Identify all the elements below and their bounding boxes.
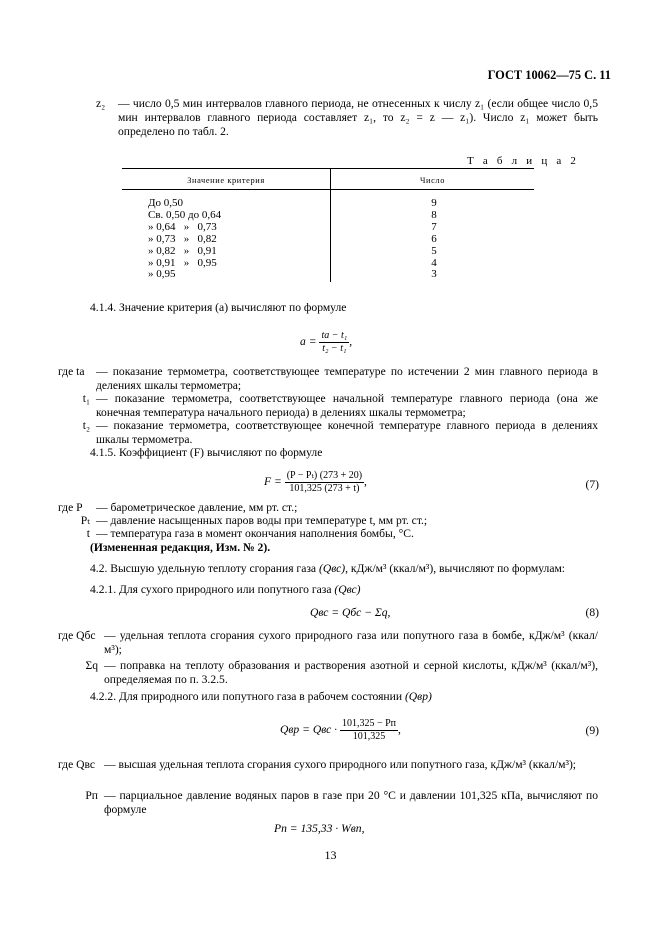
- def-text: — температура газа в момент окончания наполнения бомбы, °С.: [96, 527, 414, 540]
- paragraph-4-2: [90, 562, 565, 576]
- def-text: — давление насыщенных паров воды при температуре t, мм рт. ст.;: [96, 514, 428, 527]
- p421-text: 4.2.1. Для сухого природного или попутного газа: [90, 583, 332, 596]
- def-symbol: Pп: [85, 789, 98, 802]
- def-symbol: t₂: [82, 419, 90, 432]
- table-cell: » 0,73 » 0,82: [148, 232, 217, 245]
- formula-a: [300, 330, 352, 355]
- table-cell: Св. 0,50 до 0,64: [148, 208, 222, 221]
- p42-symbol: (Qвс): [318, 562, 346, 575]
- formula-F: [264, 470, 367, 495]
- table-cell: 6: [431, 232, 437, 245]
- table-header-criterion: Значение критерия: [187, 176, 265, 185]
- table-header-number: Число: [419, 176, 445, 185]
- def-text: — парциальное давление водяных паров в газе при 20 °С и давлении 101,325 кПа, вычисляют по формуле: [104, 789, 598, 816]
- table-number-column: [424, 198, 444, 281]
- def-text: — поправка на теплоту образования и растворения азотной и серной кислоты, кДж/м³ (ккал/м³), определяемая по п. 3.2.5.: [104, 659, 598, 686]
- paragraph-4-2-1: [90, 583, 361, 597]
- table-criterion-column: [148, 198, 221, 281]
- equation-number-9: (9): [585, 724, 599, 737]
- table-cell: 5: [431, 244, 437, 257]
- formula-F-numerator: (P − Pₜ) (273 + 20): [286, 470, 363, 481]
- page-number: 13: [324, 848, 337, 862]
- p422-symbol: (Qвр): [404, 690, 432, 703]
- table-cell: » 0,91 » 0,95: [148, 256, 217, 269]
- table-cell: 9: [431, 197, 437, 209]
- table-cell: » 0,82 » 0,91: [148, 244, 217, 257]
- table-top-rule: [122, 168, 534, 169]
- formula-9: [280, 718, 401, 743]
- p42-before: 4.2. Высшую удельную теплоту сгорания газа: [90, 562, 317, 575]
- table-header-rule: [122, 189, 534, 190]
- formula-Pn: [274, 822, 364, 836]
- def-text: — высшая удельная теплота сгорания сухого природного или попутного газа, кДж/м³ (ккал/м³);: [104, 758, 577, 771]
- formula-9-lhs: Qвр = Qвс ·: [280, 723, 338, 737]
- def-symbol: где tа: [58, 365, 85, 378]
- def-symbol: Σq: [85, 659, 98, 672]
- table-cell: 4: [431, 256, 437, 269]
- def-symbol: t₁: [82, 392, 90, 405]
- table-cell: » 0,95: [148, 268, 176, 281]
- formula-a-numerator: tа − t₁: [321, 330, 348, 341]
- formula-9-denominator: 101,325: [352, 731, 386, 742]
- table-cell: До 0,50: [148, 197, 184, 209]
- formula-a-denominator: t₂ − t₁: [322, 343, 347, 354]
- paragraph-4-2-2: [90, 690, 432, 704]
- formula-9-tail: ,: [398, 723, 401, 737]
- def-symbol: t: [86, 527, 90, 540]
- z2-symbol: z₂: [96, 97, 106, 110]
- def-text: — показание термометра, соответствующее конечной температуре главного периода в делениях шкалы термометра.: [96, 419, 598, 446]
- def-symbol: где P: [58, 501, 83, 514]
- formula-F-tail: ,: [364, 475, 367, 489]
- formula-F-fraction: [285, 470, 364, 495]
- edition-note: (Измененная редакция, Изм. № 2).: [90, 541, 271, 554]
- formula-F-denominator: 101,325 (273 + t): [289, 483, 360, 494]
- equation-number-7: (7): [585, 478, 599, 491]
- table-cell: 3: [431, 268, 437, 281]
- formula-9-fraction: [340, 718, 398, 743]
- table-cell: » 0,64 » 0,73: [148, 220, 217, 233]
- def-text: — барометрическое давление, мм рт. ст.;: [96, 501, 298, 514]
- def-symbol: где Qвс: [58, 758, 96, 771]
- def-text: — показание термометра, соответствующее начальной температуре главного периода (она же конечная температура начального периода) в делениях шкалы термометра;: [96, 392, 598, 419]
- equation-number-8: (8): [585, 606, 599, 619]
- formula-8-expr: Qвс = Qбс − Σq,: [310, 606, 391, 619]
- table-cell: 8: [431, 208, 437, 221]
- def-text: — удельная теплота сгорания сухого природного газа или попутного газа в бомбе, кДж/м³ (ккал/м³);: [104, 629, 598, 656]
- page-header: ГОСТ 10062—75 С. 11: [487, 68, 611, 82]
- formula-8: [310, 606, 390, 620]
- def-symbol: где Qбс: [58, 629, 96, 642]
- formula-9-numerator: 101,325 − Pп: [341, 718, 396, 729]
- def-text: — показание термометра, соответствующее температуре по истечении 2 мин главного периода в делениях шкалы термометра;: [96, 365, 598, 392]
- p422-text: 4.2.2. Для природного или попутного газа в рабочем состоянии: [90, 690, 403, 703]
- formula-F-lhs: F =: [264, 475, 282, 489]
- def-symbol: Pₜ: [80, 514, 90, 527]
- paragraph-4-1-5: 4.1.5. Коэффициент (F) вычисляют по формуле: [90, 446, 323, 459]
- z2-text: — число 0,5 мин интервалов главного периода, не отнесенных к числу z₁ (если общее число 0,5 мин интервалов главного периода составляет z₁, то z₂ = z — z₁). Число z₁ может быть определено по табл. 2.: [118, 97, 598, 138]
- paragraph-4-1-4: 4.1.4. Значение критерия (a) вычисляют по формуле: [90, 301, 347, 314]
- formula-a-fraction: [319, 330, 349, 355]
- formula-a-lhs: a =: [300, 335, 317, 349]
- table-cell: 7: [431, 220, 437, 233]
- p42-after: , кДж/м³ (ккал/м³), вычисляют по формулам:: [345, 562, 566, 575]
- p421-symbol: (Qвс): [334, 583, 361, 596]
- table-caption: Т а б л и ц а 2: [467, 155, 580, 167]
- formula-a-tail: ,: [349, 335, 353, 349]
- formula-Pn-expr: Pп = 135,33 · Wвп,: [274, 822, 365, 835]
